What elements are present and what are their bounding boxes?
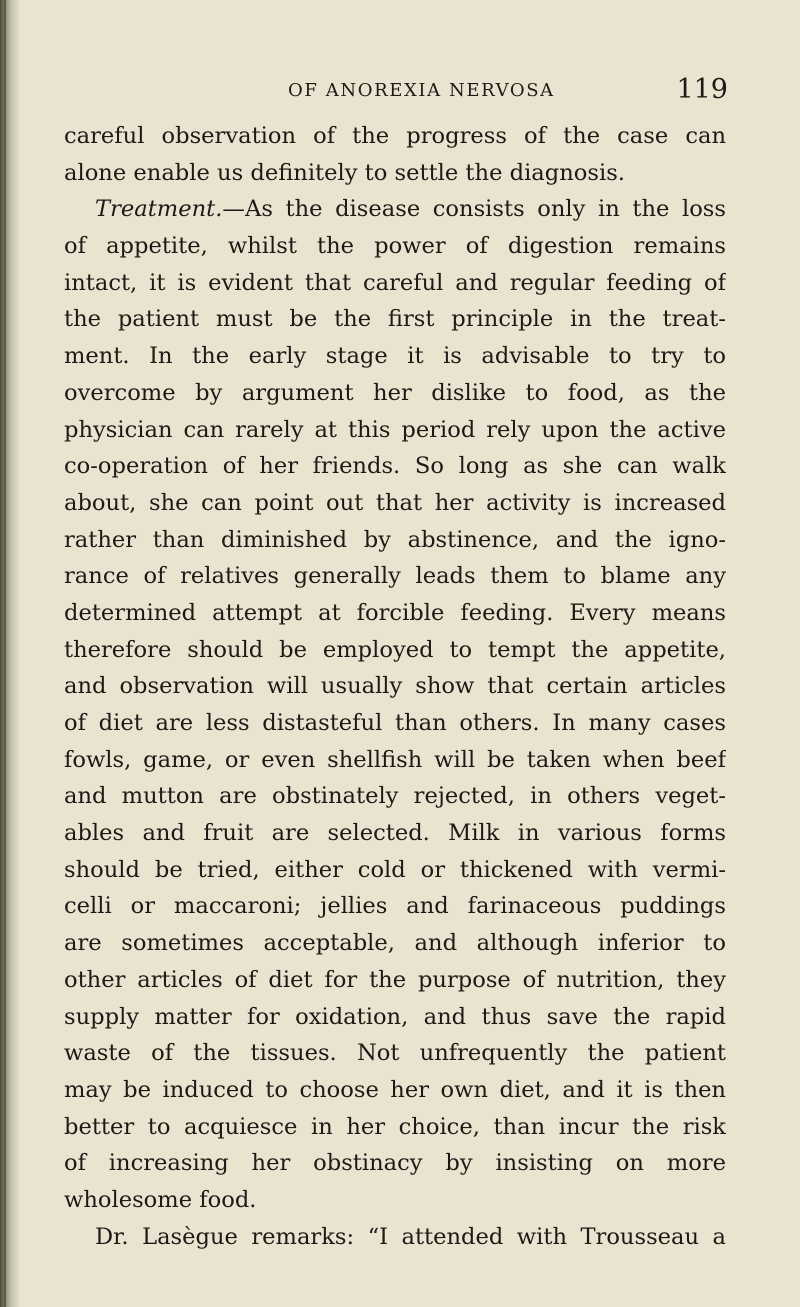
text-line: may be induced to choose her own diet, and it is then [64,1076,726,1103]
running-head: OF ANOREXIA NERVOSA [288,80,555,101]
text-line: about, she can point out that her activity is increased [64,489,726,516]
text-line: intact, it is evident that careful and regular feeding of [64,269,726,296]
text-run: —As the disease consists only in the loss [222,196,726,223]
text-line: rather than diminished by abstinence, and the igno- [64,526,726,553]
text-line: ment. In the early stage it is advisable to try to [64,343,726,370]
text-line: physician can rarely at this period rely upon the active [64,416,726,443]
text-line: careful observation of the progress of the case can [64,123,726,149]
page-binding-edge [4,0,6,1307]
text-line: Dr. Lasègue remarks: “I attended with Trousseau a [95,1223,726,1250]
text-line: and observation will usually show that certain articles [64,673,726,700]
text-line: ables and fruit are selected. Milk in various forms [64,820,726,847]
text-line: determined attempt at forcible feeding. Every means [64,599,726,626]
text-line: of appetite, whilst the power of digestion remains [64,233,726,260]
text-line: supply matter for oxidation, and thus save the rapid [64,1003,726,1030]
section-lead-in: Treatment. [95,196,223,223]
text-line: waste of the tissues. Not unfrequently the patient [64,1040,726,1067]
text-line: wholesome food. [64,1186,257,1213]
page-number: 119 [676,74,728,105]
body-text [64,118,726,1255]
text-line: therefore should be employed to tempt the appetite, [64,636,726,663]
text-line: better to acquiesce in her choice, than incur the risk [64,1113,726,1140]
text-line: and mutton are obstinately rejected, in others veget- [64,783,726,810]
text-line: alone enable us definitely to settle the diagnosis. [64,159,625,186]
text-line: co-operation of her friends. So long as she can walk [64,453,726,480]
text-line: celli or maccaroni; jellies and farinaceous puddings [64,893,726,920]
text-line: other articles of diet for the purpose of nutrition, they [64,966,726,993]
text-line: should be tried, either cold or thickened with vermi- [64,856,726,883]
text-line: rance of relatives generally leads them to blame any [64,563,726,590]
text-line: the patient must be the first principle in the treat- [64,306,726,333]
text-line: are sometimes acceptable, and although inferior to [64,930,726,957]
page-header [288,74,728,108]
text-line: overcome by argument her dislike to food, as the [64,379,726,406]
text-line: of increasing her obstinacy by insisting on more [64,1150,726,1177]
text-line: of diet are less distasteful than others. In many cases [64,710,726,736]
page-binding-shadow [0,0,20,1307]
text-line [64,191,726,228]
text-line: fowls, game, or even shellfish will be taken when beef [64,746,726,773]
